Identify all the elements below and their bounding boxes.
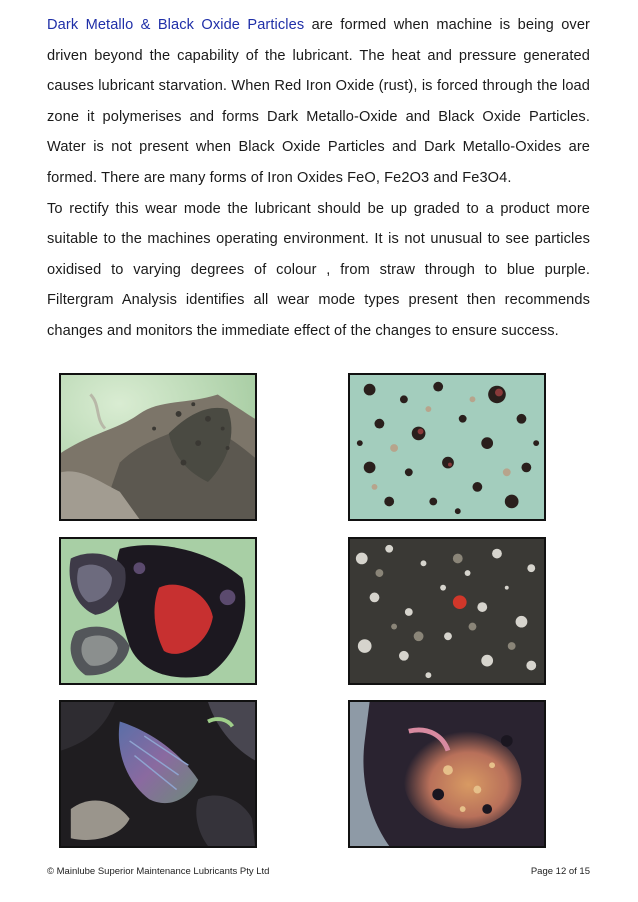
paragraph-1 xyxy=(47,10,590,194)
paragraph-1-text: are formed when machine is being over driven beyond the capability of the lubricant. The heat and pressure generated causes lubricant starvation. When Red Iron Oxide (rust), is forced through the load zone it polymerises and forms Dark Metallo-Oxide and Black Oxide Particles. Water is not present when Black Oxide Particles and Dark Metallo-Oxides are formed. There are many forms of Iron Oxides FeO, Fe2O3 and Fe3O4. xyxy=(47,17,591,186)
footer-page-number: Page 12 of 15 xyxy=(530,866,590,877)
particle-photo-1 xyxy=(59,373,257,521)
particle-photo-6 xyxy=(348,700,546,848)
body-text xyxy=(47,10,590,347)
particle-photo-3 xyxy=(59,537,257,685)
particle-photo-2 xyxy=(348,373,546,521)
highlight-term: Dark Metallo & Black Oxide Particles xyxy=(47,17,305,33)
particle-photo-5 xyxy=(59,700,257,848)
particle-photo-4 xyxy=(348,537,546,685)
footer-copyright: © Mainlube Superior Maintenance Lubricants Pty Ltd xyxy=(47,866,270,877)
paragraph-2: To rectify this wear mode the lubricant should be up graded to a product more suitable to the machines operating environment. It is not unusual to see particles oxidised to varying degrees of colour , from straw through to blue purple. Filtergram Analysis identifies all wear mode types present then recommends changes and monitors the immediate effect of the changes to ensure success. xyxy=(47,200,590,339)
